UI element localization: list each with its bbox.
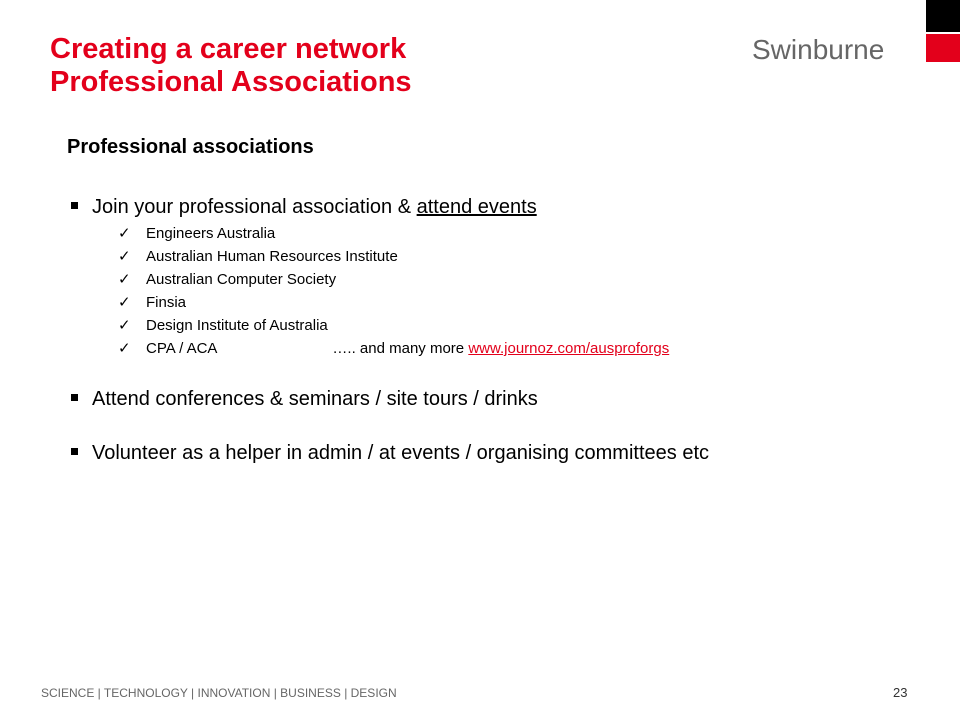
more-text: ….. and many more [332,340,469,357]
list-item: ✓ Engineers Australia [118,222,669,245]
title-line-2: Professional Associations [50,66,412,98]
square-bullet-icon [71,202,78,209]
checkmark-icon: ✓ [118,248,131,265]
brand-name: Swinburne [752,34,885,65]
list-item: ✓ Australian Computer Society [118,268,669,291]
bullet-volunteer [67,442,709,465]
ausproforgs-link[interactable]: www.journoz.com/ausproforgs [468,340,670,357]
checkmark-icon: ✓ [118,225,131,242]
list-item: ✓ Australian Human Resources Institute [118,245,669,268]
red-block [926,34,960,62]
list-item: ✓ Finsia [118,291,669,314]
checkmark-icon: ✓ [118,317,131,334]
list-item: ✓ Design Institute of Australia [118,314,669,337]
page-number: 23 [893,685,908,700]
brand-color-blocks [926,0,960,62]
association-list [118,222,669,360]
square-bullet-icon [71,394,78,401]
bullet-text: Attend conferences & seminars / site tours / drinks [92,388,538,410]
title-line-1: Creating a career network [50,33,407,65]
checkmark-icon: ✓ [118,294,131,311]
attend-events-text: attend events [416,196,537,218]
black-block [926,0,960,32]
checkmark-icon: ✓ [118,271,131,288]
footer-tagline: SCIENCE | TECHNOLOGY | INNOVATION | BUSINESS | DESIGN [41,686,397,700]
list-item: ✓ CPA / ACA ….. and many more www.journoz.com/ausproforgs [118,337,669,360]
bullet-text: Volunteer as a helper in admin / at events / organising committees etc [92,442,710,464]
slide-title [50,33,412,99]
bullet-join [67,196,537,219]
section-heading: Professional associations [67,136,314,158]
square-bullet-icon [71,448,78,455]
bullet-conferences [67,388,538,411]
bullet-text: Join your professional association & [92,196,417,218]
checkmark-icon: ✓ [118,340,131,357]
